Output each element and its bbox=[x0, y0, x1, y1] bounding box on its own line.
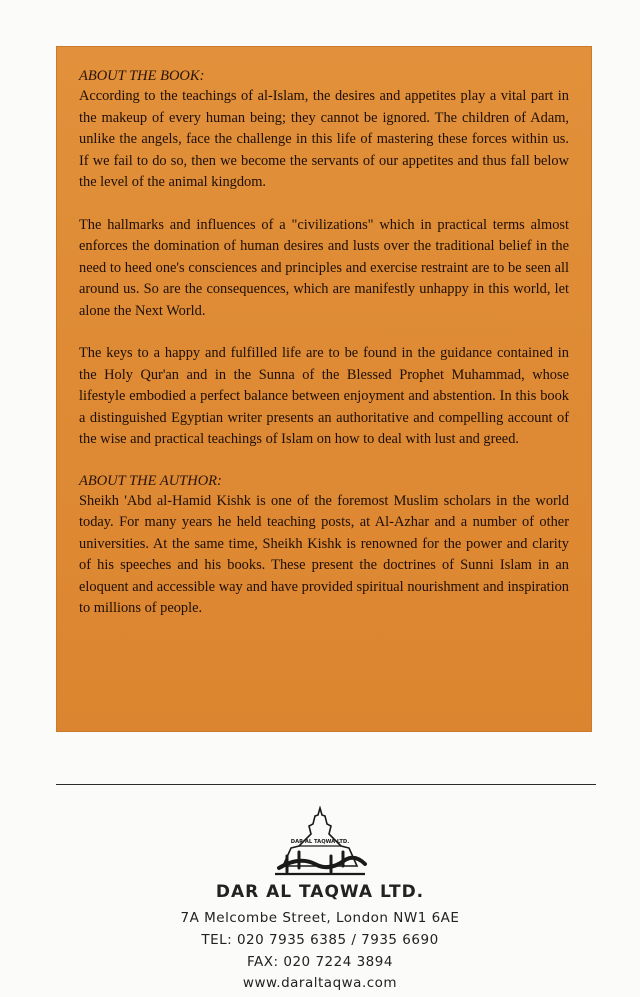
publisher-fax: FAX: 020 7224 3894 bbox=[247, 954, 393, 970]
about-book-paragraph-1: According to the teachings of al-Islam, the desires and appetites play a vital part in the makeup of every human being; they cannot be ignored. The children of Adam, unlike the angels, face the challenge in this life of mastering these forces within us. If we fail to do so, then we become the servants of our appetites and thus fall below the level of the animal kingdom. bbox=[79, 88, 569, 190]
divider-line bbox=[56, 784, 596, 785]
about-book-paragraph-2: The hallmarks and influences of a "civilizations" which in practical terms almost enforces the domination of human desires and lusts over the traditional belief in the need to heed one's consciences and principles and exercise restraint are to be seen all around us. So are the consequences, which are manifestly unhappy in this world, let alone the Next World. bbox=[79, 216, 569, 319]
about-author-heading: ABOUT THE AUTHOR: bbox=[79, 472, 222, 489]
publisher-website[interactable]: www.daraltaqwa.com bbox=[242, 975, 398, 991]
logo-text: DAR AL TAQWA LTD. bbox=[290, 839, 350, 845]
blurb-panel bbox=[56, 46, 592, 732]
about-author-paragraph: Sheikh 'Abd al-Hamid Kishk is one of the foremost Muslim scholars in the world today. For many years he held teaching posts, at Al-Azhar and a number of other universities. At the same time, Sheikh Kishk is renowned for the power and clarity of his speeches and his books. These present the doctrines of Sunni Islam in an eloquent and accessible way and have provided spiritual nourishment and inspiration to millions of people. bbox=[79, 492, 569, 616]
publisher-logo-icon bbox=[269, 806, 371, 878]
publisher-name: DAR AL TAQWA LTD. bbox=[215, 882, 425, 902]
about-book-heading: ABOUT THE BOOK: bbox=[79, 68, 205, 84]
about-book-paragraph-3: The keys to a happy and fulfilled life are to be found in the guidance contained in the Holy Qur'an and in the Sunna of the Blessed Prophet Muhammad, whose lifestyle embodied a perfect balance between enjoyment and abstention. In this book a distinguished Egyptian writer presents an authoritative and compelling account of the wise and practical teachings of Islam on how to deal with lust and greed. bbox=[79, 345, 569, 447]
publisher-telephone: TEL: 020 7935 6385 / 7935 6690 bbox=[201, 932, 439, 948]
publisher-address: 7A Melcombe Street, London NW1 6AE bbox=[180, 910, 460, 926]
